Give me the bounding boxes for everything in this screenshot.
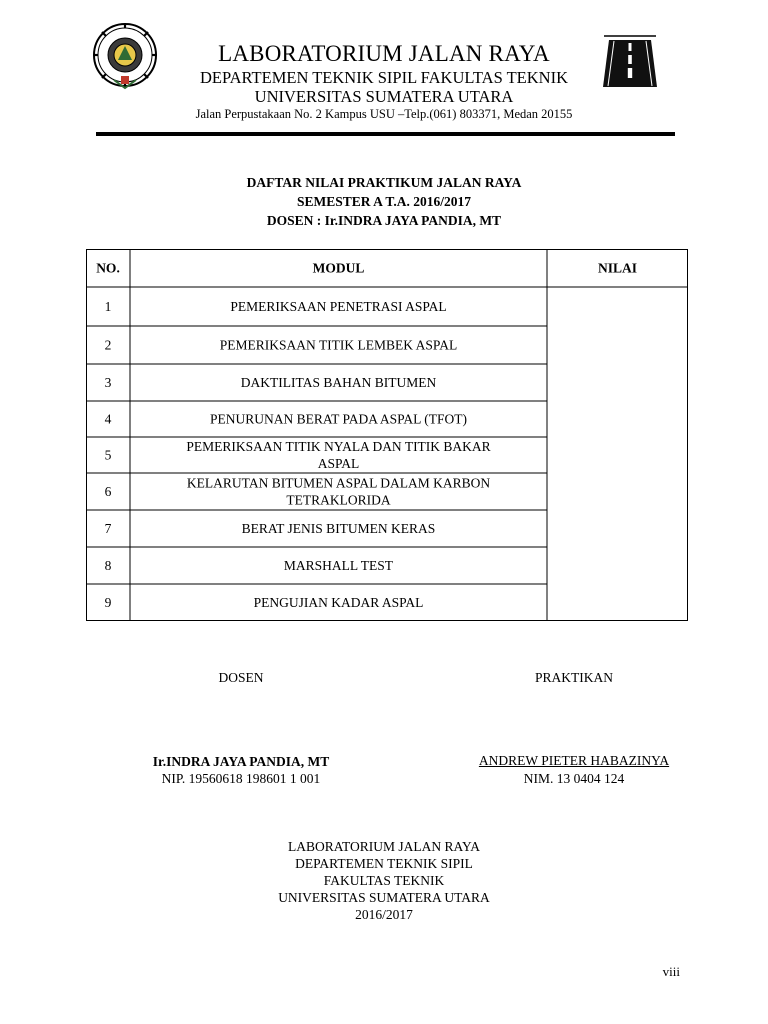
footer-line: LABORATORIUM JALAN RAYA — [287, 839, 481, 854]
module-name: PEMERIKSAAN PENETRASI ASPAL — [230, 299, 447, 314]
column-header-nilai: NILAI — [597, 260, 638, 276]
module-name: TETRAKLORIDA — [286, 492, 391, 508]
header-divider — [96, 132, 675, 136]
university-name: UNIVERSITAS SUMATERA UTARA — [254, 87, 514, 106]
student-signature-name: ANDREW PIETER HABAZINYA — [478, 753, 670, 768]
page-number: viii — [662, 964, 680, 979]
module-name: DAKTILITAS BAHAN BITUMEN — [240, 375, 437, 390]
row-number: 7 — [104, 521, 112, 536]
row-number: 6 — [104, 484, 112, 499]
module-name: BERAT JENIS BITUMEN KERAS — [241, 521, 436, 536]
footer-line: 2016/2017 — [355, 907, 413, 922]
department-name: DEPARTEMEN TEKNIK SIPIL FAKULTAS TEKNIK — [199, 68, 569, 87]
row-number: 5 — [104, 447, 112, 463]
grade-table — [86, 249, 688, 621]
semester-line: SEMESTER A T.A. 2016/2017 — [297, 194, 471, 209]
lecturer-signature-name: Ir.INDRA JAYA PANDIA, MT — [152, 754, 330, 769]
footer-line: FAKULTAS TEKNIK — [323, 873, 445, 888]
row-number: 4 — [104, 411, 112, 427]
lab-title: LABORATORIUM JALAN RAYA — [218, 41, 550, 66]
row-number: 3 — [104, 375, 112, 390]
row-number: 9 — [104, 595, 112, 610]
module-name: PENURUNAN BERAT PADA ASPAL (TFOT) — [209, 411, 468, 427]
module-name: PEMERIKSAAN TITIK LEMBEK ASPAL — [219, 337, 458, 353]
module-name: PEMERIKSAAN TITIK NYALA DAN TITIK BAKAR — [186, 439, 491, 454]
address-line: Jalan Perpustakaan No. 2 Kampus USU –Telp.(061) 803371, Medan 20155 — [195, 107, 573, 121]
module-name: MARSHALL TEST — [283, 558, 394, 573]
module-name: PENGUJIAN KADAR ASPAL — [253, 595, 424, 610]
student-nim: NIM. 13 0404 124 — [523, 771, 625, 786]
module-name: ASPAL — [317, 456, 360, 471]
column-header-modul: MODUL — [312, 260, 365, 276]
row-number: 2 — [104, 337, 112, 353]
module-name: KELARUTAN BITUMEN ASPAL DALAM KARBON — [186, 475, 491, 491]
lecturer-nip: NIP. 19560618 198601 1 001 — [161, 771, 321, 786]
student-signature-role: PRAKTIKAN — [534, 670, 613, 685]
row-number: 8 — [104, 558, 112, 573]
footer-line: UNIVERSITAS SUMATERA UTARA — [278, 890, 490, 905]
row-number: 1 — [104, 299, 112, 314]
lecturer-signature-role: DOSEN — [218, 670, 264, 685]
column-header-no: NO. — [96, 260, 120, 276]
lecturer-line: DOSEN : Ir.INDRA JAYA PANDIA, MT — [266, 213, 502, 228]
document-title: DAFTAR NILAI PRAKTIKUM JALAN RAYA — [246, 175, 522, 190]
footer-line: DEPARTEMEN TEKNIK SIPIL — [295, 856, 473, 871]
